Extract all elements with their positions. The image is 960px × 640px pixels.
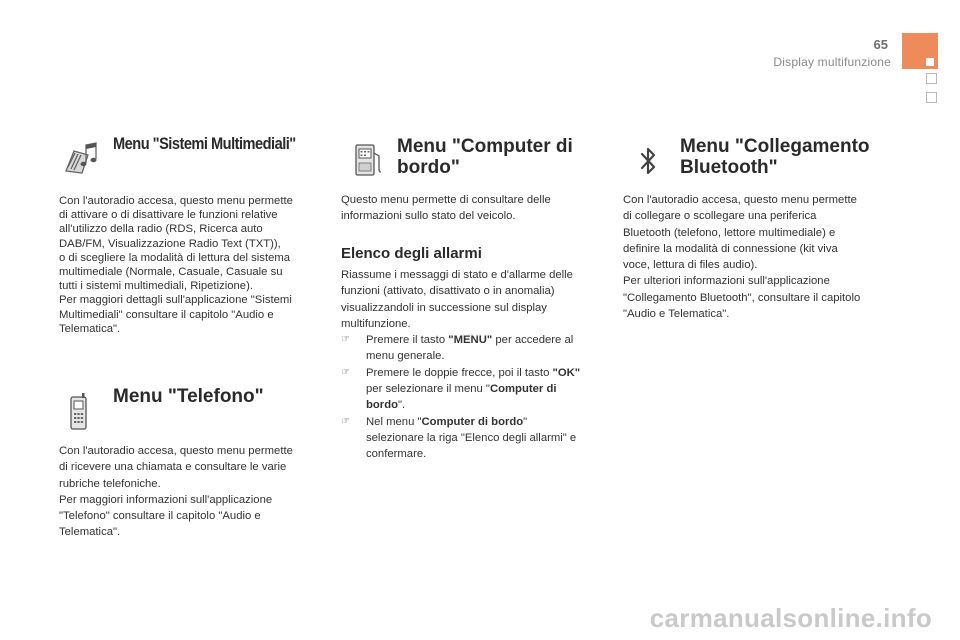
text-line: informazioni sullo stato del veicolo.	[341, 210, 516, 223]
text-line: multifunzione.	[341, 317, 411, 330]
menu-name-label: bordo	[366, 399, 398, 412]
text-line: DAB/FM, Visualizzazione Radio Text (TXT)),	[59, 237, 281, 250]
chapter-tab-marker	[926, 58, 934, 66]
menu-name-label: Computer di bordo	[421, 415, 524, 428]
watermark: carmanualsonline.info	[649, 603, 932, 633]
text-line: Telematica".	[59, 526, 121, 539]
nav-box-1[interactable]	[926, 73, 937, 84]
text-line: all'utilizzo della radio (RDS, Ricerca auto	[59, 223, 263, 236]
text-line: visualizzandoli in successione sul display	[341, 301, 547, 314]
text-line: o di scegliere la modalità di lettura del sistema	[59, 251, 291, 264]
text-line: Per maggiori dettagli sull'applicazione "Sistemi	[59, 294, 292, 307]
text-line: "Collegamento Bluetooth", consultare il capitolo	[623, 291, 861, 304]
pointing-hand-icon: ☞	[341, 366, 350, 378]
computer-menu-heading	[397, 136, 573, 178]
heading-line: Menu "Computer di	[397, 136, 573, 157]
menu-key-label: "MENU"	[448, 334, 493, 347]
telefono-menu-text	[59, 443, 329, 541]
text-line: di attivare o di disattivare le funzioni relative	[59, 209, 278, 222]
fuel-pump-computer-icon	[354, 143, 384, 177]
step-text: "	[523, 415, 528, 428]
step-item	[341, 332, 611, 365]
step-text: Premere le doppie frecce, poi il tasto	[366, 366, 553, 379]
text-line: Riassume i messaggi di stato e d'allarme delle	[341, 269, 573, 281]
bluetooth-menu-heading	[680, 136, 870, 178]
text-line: Con l'autoradio accesa, questo menu permette	[623, 194, 857, 206]
text-line: Telematica".	[59, 322, 121, 335]
heading-line: bordo"	[397, 157, 460, 178]
chapter-tab[interactable]	[902, 33, 938, 69]
allarmi-steps	[341, 332, 611, 462]
computer-menu-text	[341, 192, 611, 225]
text-line: "Audio e Telematica".	[623, 308, 730, 321]
text-line: voce, lettura di files audio).	[623, 259, 758, 272]
text-line: "Telefono" consultare il capitolo "Audio e	[59, 510, 261, 523]
text-line: Bluetooth (telefono, lettore multimediale) e	[623, 226, 836, 239]
section-title: Display multifunzione	[773, 55, 891, 69]
page-number: 65	[873, 37, 888, 52]
text-line: multimediale (Normale, Casuale, Casuale su	[59, 266, 283, 279]
mobile-phone-icon	[68, 393, 90, 431]
heading-line: Menu "Collegamento	[680, 136, 870, 157]
text-line: rubriche telefoniche.	[59, 477, 161, 490]
step-text: per accedere al	[492, 334, 574, 347]
step-text: confermare.	[366, 448, 427, 461]
heading-line: Bluetooth"	[680, 157, 778, 178]
step-text: Premere il tasto	[366, 334, 449, 347]
step-item	[341, 414, 611, 463]
text-line: definire la modalità di connessione (kit viva	[623, 242, 838, 255]
bluetooth-menu-text	[623, 192, 903, 322]
text-line: di ricevere una chiamata e consultare le varie	[59, 461, 287, 474]
text-line: Con l'autoradio accesa, questo menu permette	[59, 445, 293, 457]
bluetooth-icon	[640, 146, 658, 176]
text-line: Per maggiori informazioni sull'applicazione	[59, 493, 273, 506]
allarmi-text	[341, 267, 611, 463]
nav-box-2[interactable]	[926, 92, 937, 103]
step-text: menu generale.	[366, 350, 445, 363]
menu-name-label: Computer di	[489, 383, 557, 396]
text-line: Per ulteriori informazioni sull'applicazione	[623, 275, 830, 288]
music-notes-icon	[62, 141, 100, 175]
text-line: Con l'autoradio accesa, questo menu permette	[59, 195, 293, 207]
text-line: tutti i sistemi multimediali, Ripetizione).	[59, 280, 253, 293]
step-text: per selezionare il menu "	[366, 383, 490, 396]
text-line: Multimediali" consultare il capitolo "Audio e	[59, 308, 274, 321]
step-text: ".	[398, 399, 406, 412]
multimedia-menu-text	[59, 194, 329, 336]
multimedia-menu-heading: Menu "Sistemi Multimediali"	[113, 134, 296, 153]
text-line: di collegare o scollegare una periferica	[623, 210, 817, 223]
pointing-hand-icon: ☞	[341, 415, 350, 427]
pointing-hand-icon: ☞	[341, 334, 350, 346]
text-line: Questo menu permette di consultare delle	[341, 194, 551, 206]
step-item	[341, 365, 611, 414]
allarmi-heading: Elenco degli allarmi	[341, 245, 482, 262]
telefono-menu-heading: Menu "Telefono"	[113, 386, 264, 407]
step-text: selezionare la riga "Elenco degli allarmi" e	[366, 431, 577, 444]
step-text: Nel menu "	[366, 415, 422, 428]
ok-key-label: "OK"	[552, 366, 581, 379]
text-line: funzioni (attivato, disattivato o in anomalia)	[341, 285, 555, 298]
